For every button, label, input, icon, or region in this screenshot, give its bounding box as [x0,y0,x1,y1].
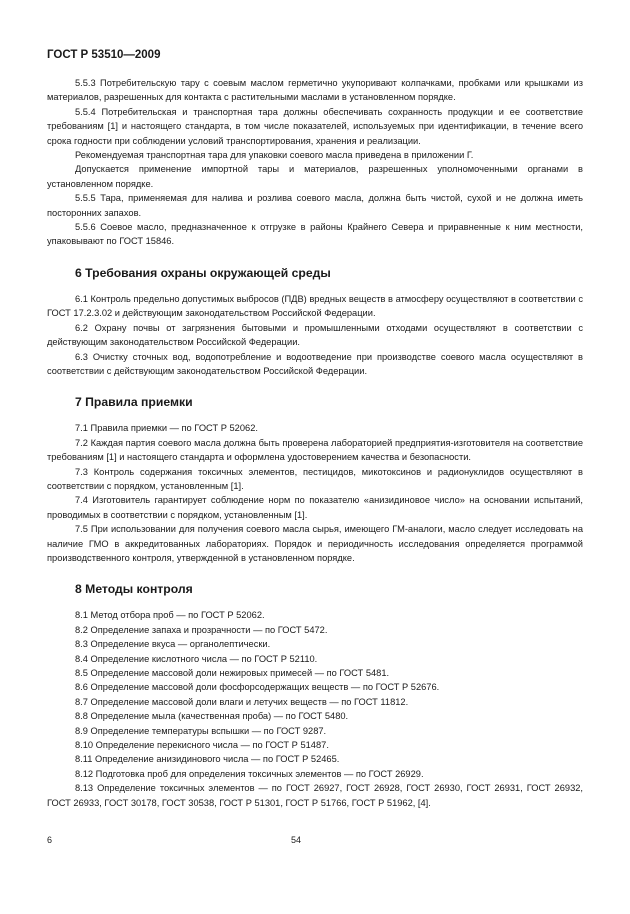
paragraph: 5.5.3 Потребительскую тару с соевым маслом герметично укупоривают колпачками, пробками или крышками из материалов, разрешенных для контакта с растительными маслами в установленном порядке. [47,78,583,103]
list-item: 8.9 Определение температуры вспышки — по ГОСТ 9287. [75,725,327,736]
section-7 [47,421,583,565]
list-item: 8.2 Определение запаха и прозрачности — по ГОСТ 5472. [75,624,328,635]
list-item: 8.5 Определение массовой доли нежировых примесей — по ГОСТ 5481. [75,668,390,678]
section-heading: 6 Требования охраны окружающей среды [75,265,331,280]
section-heading: 8 Методы контроля [75,582,193,597]
paragraph: 5.5.5 Тара, применяемая для налива и розлива соевого масла, должна быть чистой, сухой и не должна иметь посторонних запахов. [47,193,583,218]
list-item: 8.10 Определение перекисного числа — по ГОСТ Р 51487. [75,740,329,751]
list-item: 8.3 Определение вкуса — органолептически. [75,639,271,650]
list-item: 8.6 Определение массовой доли фосфорсодержащих веществ — по ГОСТ Р 52676. [75,682,440,693]
page-number: 6 [47,835,53,845]
paragraph: 6.1 Контроль предельно допустимых выбросов (ПДВ) вредных веществ в атмосферу осуществляют в соответствии с ГОСТ 17.2.3.02 и действующим законодательством Российской Федерации. [47,293,583,319]
paragraph: 6.3 Очистку сточных вод, водопотребление и водоотведение при производстве соевого масла осуществляют в соответствии с действующим законодательством Российской Федерации. [47,351,583,376]
paragraph: 6.2 Охрану почвы от загрязнения бытовыми и промышленными отходами осуществляют в соответствии с действующим законодательством Российской Федерации. [47,322,583,348]
section-5-continued [47,76,583,249]
list-item: 8.7 Определение массовой доли влаги и летучих веществ — по ГОСТ 11812. [75,696,409,707]
document-header: ГОСТ Р 53510—2009 [47,49,161,61]
paragraph: 5.5.6 Соевое масло, предназначенное к отгрузке в районы Крайнего Севера и приравненные к ним местности, упаковывают по ГОСТ 15846. [47,222,583,247]
paragraph: 7.2 Каждая партия соевого масла должна быть проверена лабораторией предприятия-изготовителя на соответствие требованиям [1] и настоящего стандарта и оформлена удостоверением качества и безопасности. [47,437,583,463]
paragraph: Рекомендуемая транспортная тара для упаковки соевого масла приведена в приложении Г. [75,150,474,161]
section-heading: 7 Правила приемки [75,395,193,410]
list-item: 8.11 Определение анизидинового числа — по ГОСТ Р 52465. [75,754,340,765]
file-page-number: 54 [291,835,302,845]
section-8 [47,608,583,781]
paragraph: Допускается применение импортной тары и материалов, разрешенных уполномоченными органами в установленном порядке. [47,164,583,189]
paragraph: 5.5.4 Потребительская и транспортная тара должны обеспечивать сохранность продукции и ее соответствие требованиям [1] и настоящего стандарта, в том числе показателей, используемых при идентификации, в течение всего срока годности при соблюдении условий транспортирования, хранения и реализации. [47,106,583,146]
list-item: 8.12 Подготовка проб для определения токсичных элементов — по ГОСТ 26929. [75,768,424,779]
paragraph: 7.4 Изготовитель гарантирует соблюдение норм по показателю «анизидиновое число» на основании испытаний, проводимых в соответствии с порядком, установленным [1]. [47,495,583,520]
document-body [47,76,583,810]
list-item: 8.1 Метод отбора проб — по ГОСТ Р 52062. [75,610,265,621]
list-item: 8.8 Определение мыла (качественная проба) — по ГОСТ 5480. [75,711,349,722]
section-6 [47,292,583,378]
list-item: 8.4 Определение кислотного числа — по ГОСТ Р 52110. [75,653,318,664]
paragraph: 7.3 Контроль содержания токсичных элементов, пестицидов, микотоксинов и радионуклидов осуществляют в соответствии с порядком, установленным [1]. [47,466,583,491]
paragraph: 8.13 Определение токсичных элементов — по ГОСТ 26927, ГОСТ 26928, ГОСТ 26930, ГОСТ 26931, ГОСТ 26932, ГОСТ 26933, ГОСТ 30178, ГОСТ 30538, ГОСТ Р 51301, ГОСТ Р 51766, ГОСТ Р 51962, [4]. [47,783,583,808]
paragraph: 7.5 При использовании для получения соевого масла сырья, имеющего ГМ-аналоги, масло следует исследовать на наличие ГМО в аккредитованных лабораториях. Порядок и периодичность исследования определяется программой производственного контроля, утвержденной в установленном порядке. [47,524,583,563]
paragraph: 7.1 Правила приемки — по ГОСТ Р 52062. [75,423,258,434]
